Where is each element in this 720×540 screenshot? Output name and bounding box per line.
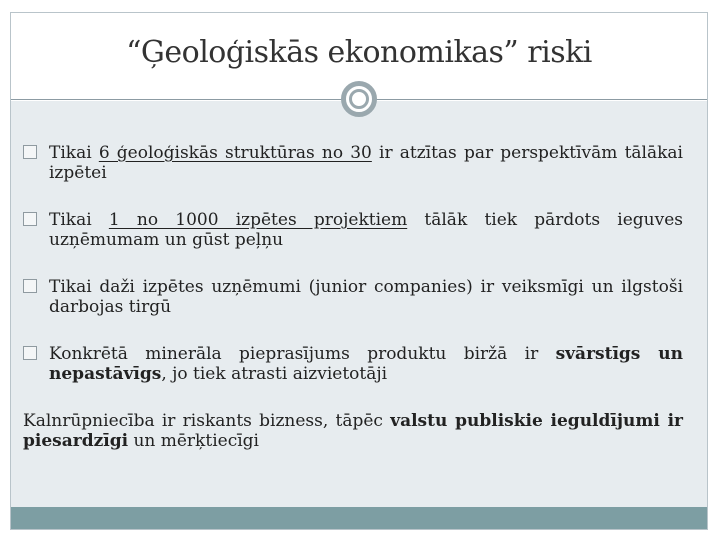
bullet-item-4 — [23, 344, 683, 384]
bullet-4-text-start: Konkrētā minerāla pieprasījums produktu biržā ir — [49, 344, 556, 364]
bullet-1-text-start: Tikai — [49, 143, 99, 163]
bullet-3-text: Tikai daži izpētes uzņēmumi (junior companies) ir veiksmīgi un ilgstoši darbojas tirgū — [49, 277, 683, 317]
slide-title: “Ģeoloģiskās ekonomikas” riski — [126, 35, 592, 70]
bullet-2-text-end: tālāk tiek pārdots ieguves uzņēmumam un gūst peļņu — [49, 210, 683, 250]
bullet-2-underlined: 1 no 1000 izpētes projektiem — [108, 210, 408, 230]
decorative-inner-circle — [349, 89, 369, 109]
bullet-1-underlined: 6 ģeoloģiskās struktūras no 30 — [98, 143, 372, 163]
bullet-list — [23, 143, 683, 451]
bullet-item-3 — [23, 277, 683, 317]
bullet-1-text-end: ir atzītas par perspektīvām tālākai izpētei — [49, 143, 683, 183]
bullet-marker-icon — [23, 346, 37, 360]
footer-band — [11, 507, 707, 529]
bullet-item-2 — [23, 210, 683, 250]
bullet-marker-icon — [23, 212, 37, 226]
slide — [10, 12, 708, 530]
bullet-item-1 — [23, 143, 683, 183]
bullet-4-bold: svārstīgs un nepastāvīgs — [49, 344, 683, 384]
closing-paragraph — [23, 411, 683, 451]
closing-text-end: un mērķtiecīgi — [128, 431, 259, 451]
closing-text-start: Kalnrūpniecība ir riskants bizness, tāpēc — [23, 411, 391, 431]
decorative-circle-icon — [341, 81, 377, 117]
bullet-4-text-end: , jo tiek atrasti aizvietotāji — [161, 364, 388, 384]
bullet-2-text-start: Tikai — [49, 210, 109, 230]
closing-bold: valstu publiskie ieguldījumi ir piesardzīgi — [23, 411, 683, 451]
bullet-marker-icon — [23, 279, 37, 293]
bullet-marker-icon — [23, 145, 37, 159]
